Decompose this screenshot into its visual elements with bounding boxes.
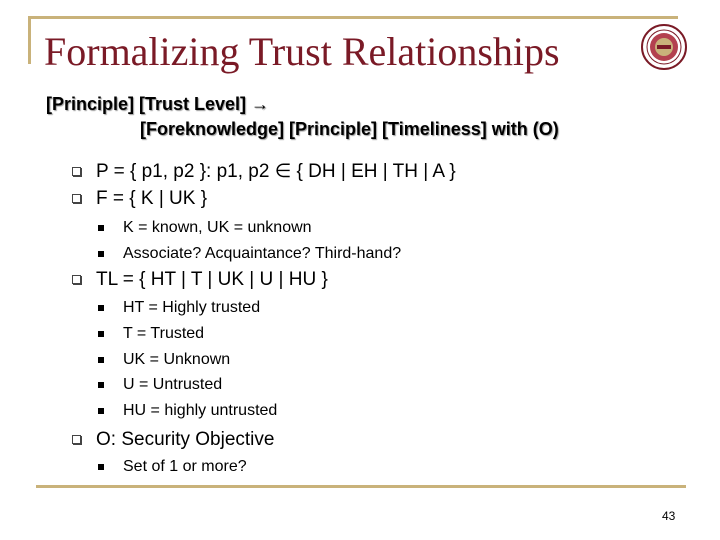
subtitle-line-2: [Foreknowledge] [Principle] [Timeliness] with (O)	[140, 119, 559, 139]
bullet-objective	[96, 428, 274, 452]
filled-square-bullet-icon	[98, 225, 104, 231]
hollow-square-bullet-icon	[72, 194, 81, 203]
bullet-trust-level	[96, 268, 328, 292]
sub-bullet	[123, 297, 260, 319]
sub-bullet-text: T = Trusted	[123, 325, 205, 342]
sub-bullet-text: U = Untrusted	[123, 376, 223, 393]
sub-bullet	[123, 217, 312, 239]
hollow-square-bullet-icon	[72, 435, 81, 444]
sub-bullet-text: HU = highly untrusted	[123, 402, 278, 419]
frame-top-line	[28, 16, 678, 19]
university-seal-icon	[641, 24, 687, 70]
bullet-principals	[96, 160, 456, 184]
sub-bullet	[123, 374, 222, 396]
filled-square-bullet-icon	[98, 331, 104, 337]
filled-square-bullet-icon	[98, 382, 104, 388]
sub-bullet	[123, 243, 401, 265]
slide-title: Formalizing Trust Relationships	[44, 29, 560, 74]
page-number: 43	[662, 509, 676, 523]
filled-square-bullet-icon	[98, 305, 104, 311]
sub-bullet-text: Associate? Acquaintance? Third-hand?	[123, 245, 402, 262]
sub-bullet-text: HT = Highly trusted	[123, 299, 261, 316]
sub-bullet-text: K = known, UK = unknown	[123, 219, 312, 236]
hollow-square-bullet-icon	[72, 275, 81, 284]
filled-square-bullet-icon	[98, 251, 104, 257]
sub-bullet	[123, 456, 247, 478]
frame-left-line	[28, 16, 31, 64]
sub-bullet-text: UK = Unknown	[123, 351, 231, 368]
slide-subtitle	[46, 92, 559, 142]
bullet-text: O: Security Objective	[96, 429, 275, 450]
sub-bullet-text: Set of 1 or more?	[123, 458, 247, 475]
bullet-text: P = { p1, p2 }: p1, p2 ∈ { DH | EH | TH | A }	[96, 161, 456, 182]
frame-bottom-line	[36, 485, 686, 488]
bullet-foreknowledge	[96, 187, 207, 211]
hollow-square-bullet-icon	[72, 167, 81, 176]
sub-bullet	[123, 400, 277, 422]
bullet-text: TL = { HT | T | UK | U | HU }	[96, 269, 328, 290]
filled-square-bullet-icon	[98, 408, 104, 414]
bullet-text: F = { K | UK }	[96, 188, 208, 209]
filled-square-bullet-icon	[98, 464, 104, 470]
filled-square-bullet-icon	[98, 357, 104, 363]
subtitle-line-1: [Principle] [Trust Level] →	[46, 94, 270, 114]
sub-bullet	[123, 349, 230, 371]
sub-bullet	[123, 323, 204, 345]
